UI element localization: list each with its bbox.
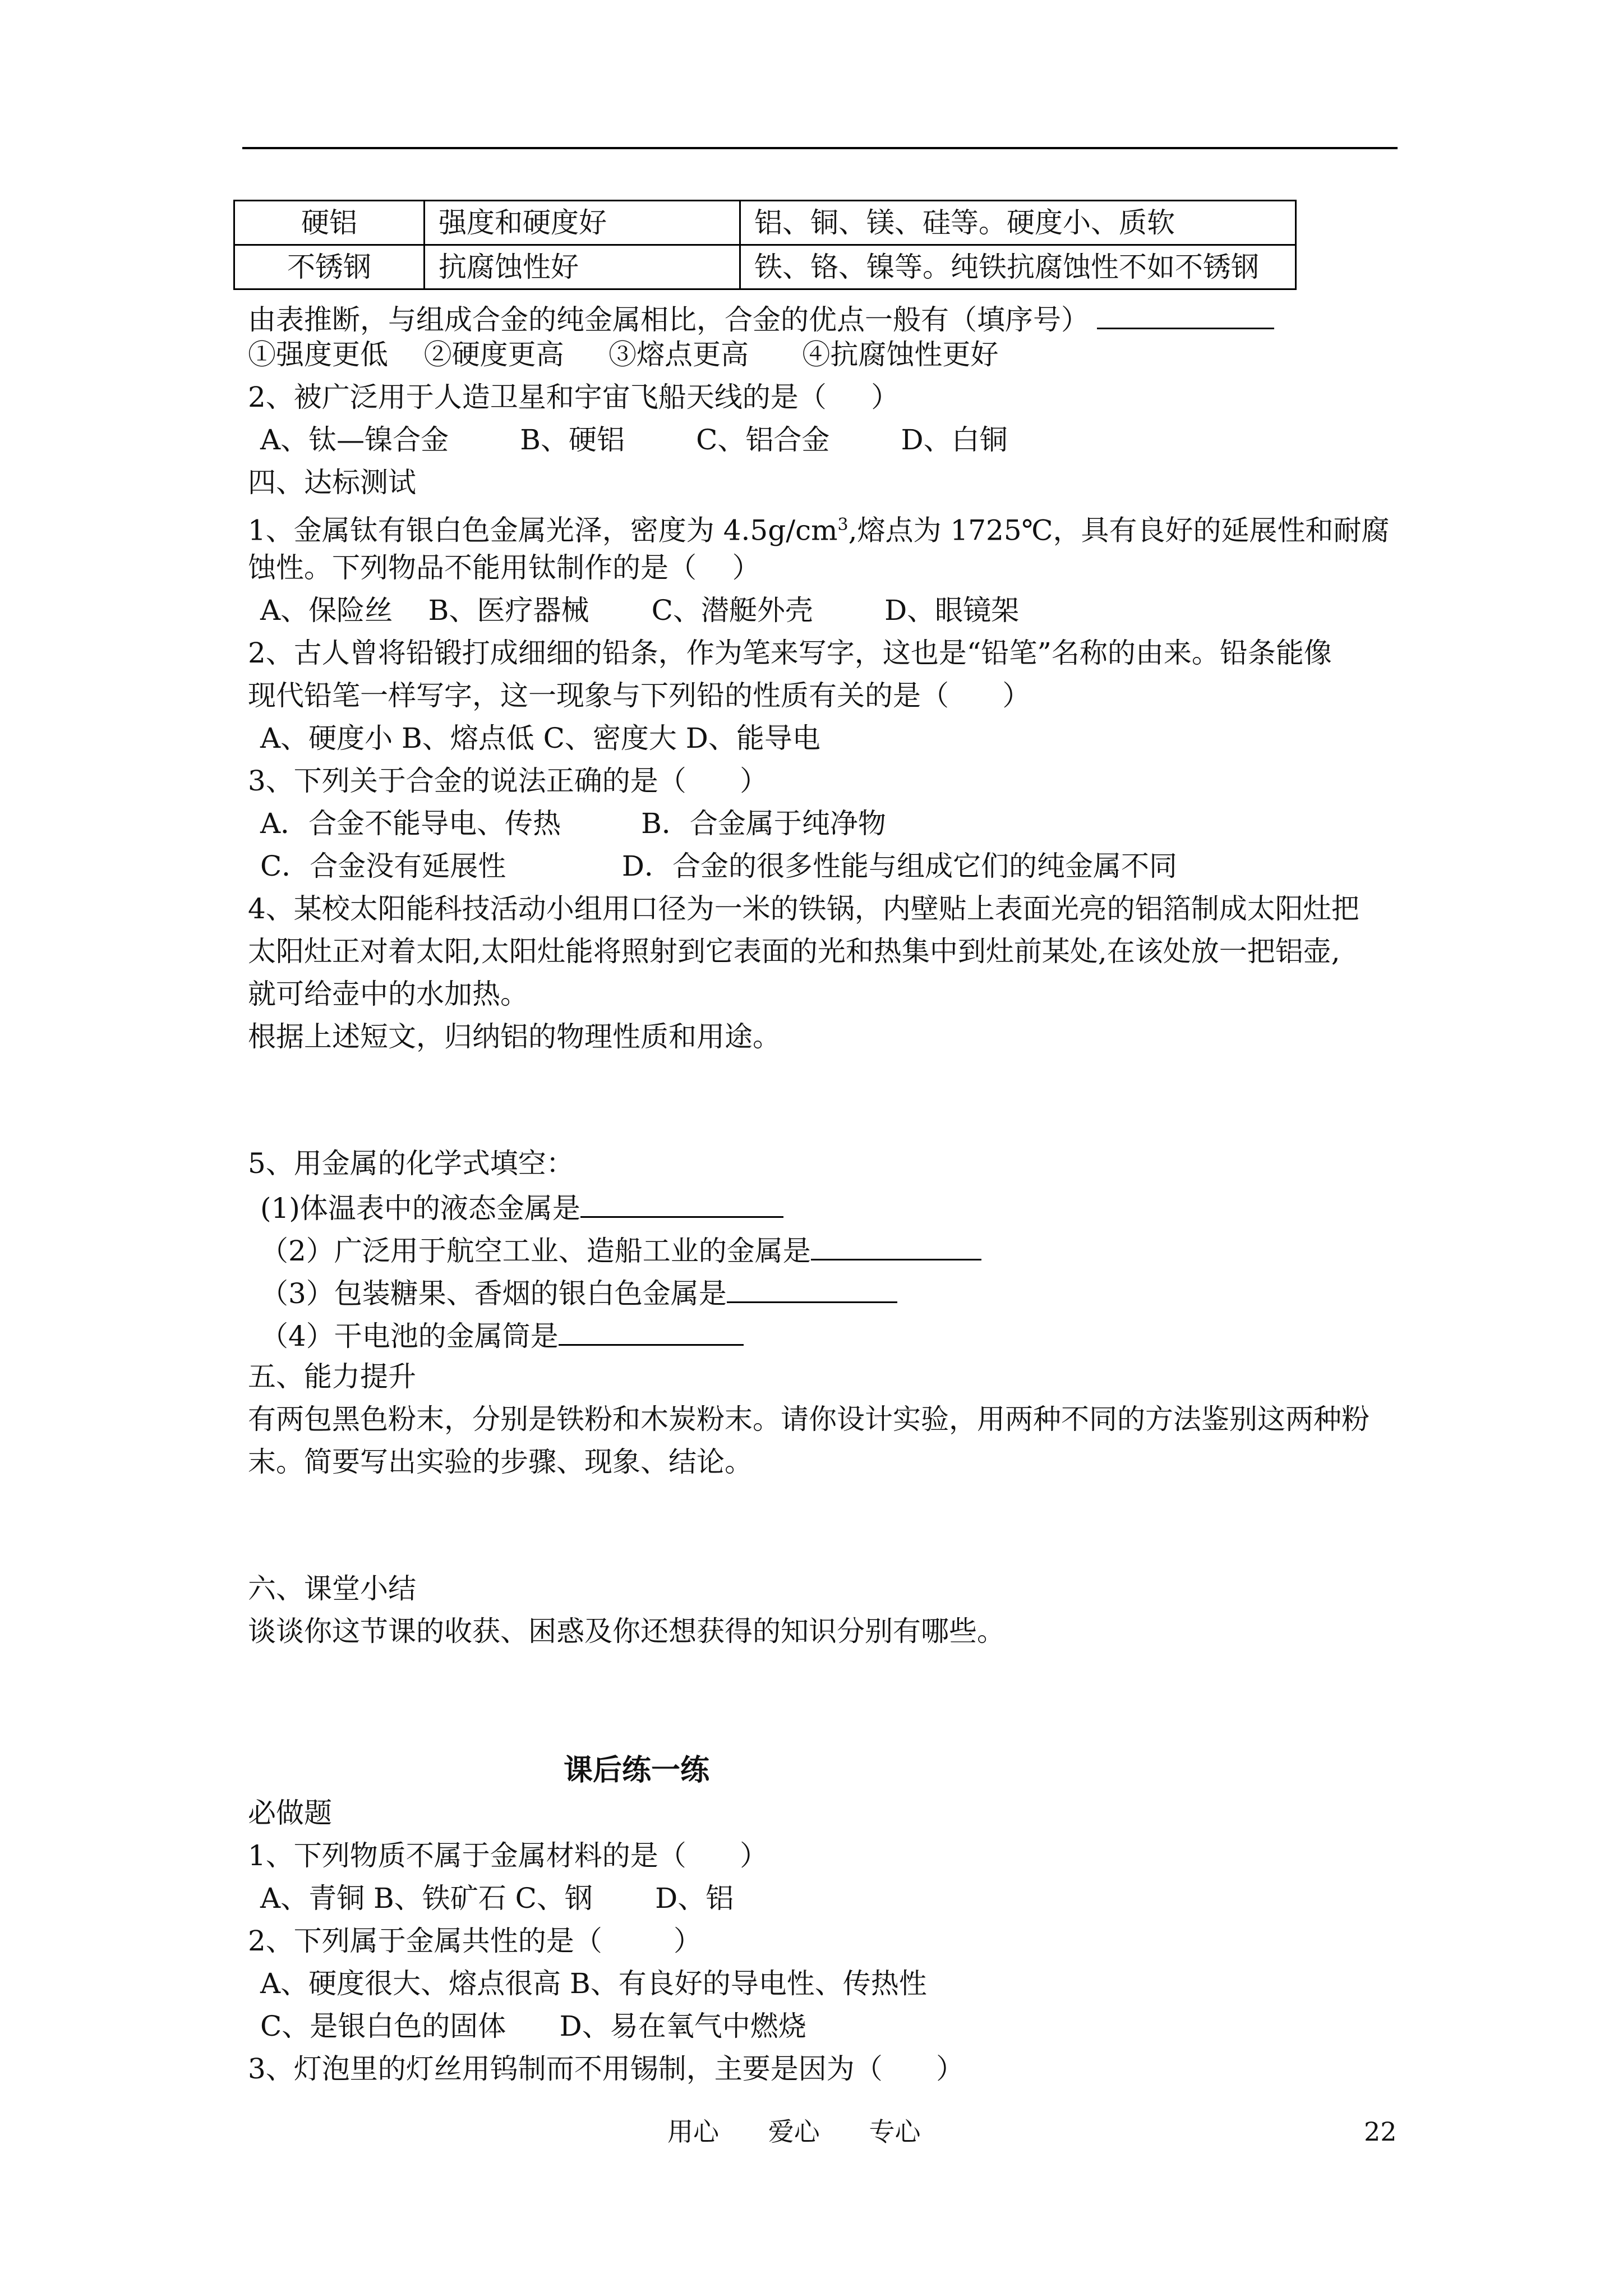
- section-heading: 五、能力提升: [248, 1360, 416, 1393]
- question-line: 太阳灶正对着太阳,太阳灶能将照射到它表面的光和热集中到灶前某处,在该处放一把铝壶,: [248, 935, 1340, 968]
- fill-line: （2）广泛用于航空工业、造船工业的金属是: [260, 1227, 981, 1272]
- options-line: C、是银白色的固体 D、易在氧气中燃烧: [260, 2010, 806, 2042]
- question-line: 有两包黑色粉末，分别是铁粉和木炭粉末。请你设计实验，用两种不同的方法鉴别这两种粉: [248, 1403, 1370, 1435]
- page-number: 22: [1364, 2116, 1397, 2147]
- question-line: 就可给壶中的水加热。: [248, 978, 528, 1010]
- table-cell: 铁、铬、镍等。纯铁抗腐蚀性不如不锈钢: [740, 245, 1296, 289]
- answer-blank: [559, 1313, 744, 1346]
- table-cell: 抗腐蚀性好: [425, 245, 740, 289]
- alloy-property-table: [233, 200, 1297, 290]
- question-line: 现代铅笔一样写字，这一现象与下列铅的性质有关的是（ ）: [248, 679, 1031, 712]
- question-line: 1、金属钛有银白色金属光泽，密度为 $4.5g/cm^3$,熔点为 1725℃，具有良好的延展性和耐腐: [248, 514, 1390, 547]
- fill-line: (1)体温表中的液态金属是: [260, 1185, 783, 1230]
- question-line: 5、用金属的化学式填空：: [248, 1147, 574, 1180]
- table-row: [234, 201, 1296, 245]
- fill-line: （4）干电池的金属筒是: [260, 1313, 744, 1358]
- footer-motto: 用心 爱心 专心: [667, 2116, 921, 2147]
- options-line: A、保险丝 B、医疗器械 C、潜艇外壳 D、眼镜架: [260, 594, 1020, 627]
- exercise-heading: 课后练一练: [564, 1753, 710, 1787]
- options-line: A、硬度小 B、熔点低 C、密度大 D、能导电: [260, 722, 820, 754]
- options-line: A．合金不能导电、传热 B．合金属于纯净物: [260, 807, 886, 840]
- question-line: 2、下列属于金属共性的是（ ）: [248, 1925, 702, 1957]
- section-heading: 四、达标测试: [248, 466, 416, 499]
- answer-blank: [580, 1185, 783, 1218]
- options-line: A、硬度很大、熔点很高 B、有良好的导电性、传热性: [260, 1967, 927, 2000]
- text-line: ①强度更低 ②硬度更高 ③熔点更高 ④抗腐蚀性更好: [248, 338, 999, 371]
- question-line: 根据上述短文，归纳铝的物理性质和用途。: [248, 1020, 781, 1053]
- text-line: 由表推断，与组成合金的纯金属相比，合金的优点一般有（填序号）: [248, 296, 1274, 341]
- question-line: 4、某校太阳能科技活动小组用口径为一米的铁锅，内壁贴上表面光亮的铝箔制成太阳灶把: [248, 892, 1359, 925]
- section-heading: 六、课堂小结: [248, 1572, 416, 1605]
- options-line: A、青铜 B、铁矿石 C、钢 D、铝: [260, 1882, 734, 1915]
- answer-blank: [811, 1227, 981, 1260]
- answer-blank: [727, 1270, 897, 1303]
- table-cell: 强度和硬度好: [425, 201, 740, 245]
- table-row: [234, 245, 1296, 289]
- question-line: 2、被广泛用于人造卫星和宇宙飞船天线的是（ ）: [248, 381, 900, 413]
- table-cell: 铝、铜、镁、硅等。硬度小、质软: [740, 201, 1296, 245]
- question-line: 2、古人曾将铅锻打成细细的铅条，作为笔来写字，这也是“铅笔”名称的由来。铅条能像: [248, 637, 1332, 669]
- question-line: 1、下列物质不属于金属材料的是（ ）: [248, 1839, 768, 1872]
- table-cell: 不锈钢: [234, 245, 425, 289]
- options-line: C．合金没有延展性 D．合金的很多性能与组成它们的纯金属不同: [260, 850, 1177, 882]
- subheading: 必做题: [248, 1797, 332, 1829]
- header-rule: [242, 147, 1398, 149]
- question-line: 谈谈你这节课的收获、困惑及你还想获得的知识分别有哪些。: [248, 1615, 1005, 1648]
- options-line: A、钛—镍合金 B、硬铝 C、铝合金 D、白铜: [260, 424, 1008, 456]
- question-line: 蚀性。下列物品不能用钛制作的是（ ）: [248, 551, 760, 584]
- question-line: 3、下列关于合金的说法正确的是（ ）: [248, 765, 768, 797]
- answer-blank: [1097, 296, 1274, 329]
- fill-line: （3）包装糖果、香烟的银白色金属是: [260, 1270, 897, 1315]
- question-line: 末。简要写出实验的步骤、现象、结论。: [248, 1446, 753, 1478]
- table-cell: 硬铝: [234, 201, 425, 245]
- question-line: 3、灯泡里的灯丝用钨制而不用锡制，主要是因为（ ）: [248, 2053, 965, 2085]
